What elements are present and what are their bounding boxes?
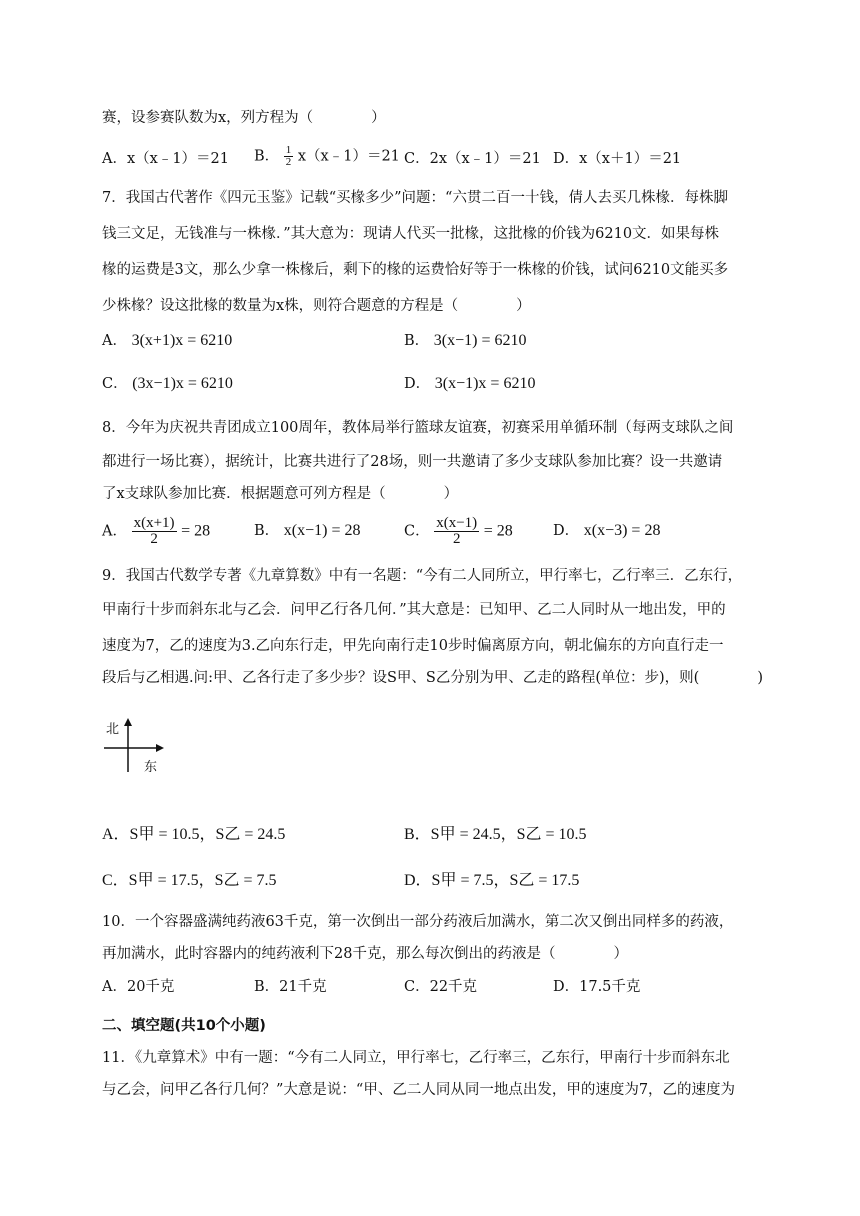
q7-line-4: 少株椽？设这批椽的数量为x株，则符合题意的方程是（ ）: [102, 298, 531, 314]
q10-option-c: C．22千克: [404, 979, 478, 995]
q8-option-c: [404, 516, 513, 547]
q8-option-b: [254, 520, 360, 542]
q10-option-b: B．21千克: [254, 979, 327, 995]
q8-option-b-expr: x(x−1) = 28: [283, 522, 361, 539]
q8-option-c-fraction: [434, 516, 479, 547]
q8-option-c-rhs: = 28: [483, 522, 513, 540]
q7-option-c-label: C．: [102, 376, 128, 392]
q8-option-c-num: x(x−1): [436, 515, 478, 531]
q10-line-2: 再加满水，此时容器内的纯药液利下28千克，那么每次倒出的药液是（ ）: [102, 946, 628, 962]
q9-option-a: A．S甲 = 10.5，S乙 = 24.5: [102, 826, 286, 843]
q8-option-d: [553, 520, 660, 542]
q9-option-c: C．S甲 = 17.5，S乙 = 7.5: [102, 872, 277, 889]
q7-option-d-expr: 3(x−1)x = 6210: [434, 375, 536, 392]
q7-option-c-expr: (3x−1)x = 6210: [132, 375, 233, 392]
q6-option-c: C．2x（x﹣1）＝21: [404, 151, 541, 167]
q9-option-b: B．S甲 = 24.5，S乙 = 10.5: [404, 826, 587, 843]
q7-option-b-label: B．: [404, 333, 430, 349]
q10-option-d: D．17.5千克: [553, 979, 641, 995]
section-title: 二、填空题(共10个小题): [102, 1018, 266, 1034]
q7-line-1: 7．我国古代著作《四元玉鉴》记载“买椽多少”问题：“六贯二百一十钱，倩人去买几株椽．每株脚: [102, 190, 728, 206]
q7-option-d-label: D．: [404, 376, 431, 392]
q8-line-1: 8．今年为庆祝共青团成立100周年，教体局举行篮球友谊赛，初赛采用单循环制（每两支球队之间: [102, 420, 734, 436]
q7-option-a-label: A．: [102, 333, 127, 349]
q9-line-3: 速度为7，乙的速度为3.乙向东行走，甲先向南行走10步时偏离原方向，朝北偏东的方向直行走一: [102, 638, 724, 654]
q8-option-c-label: C．: [404, 523, 430, 540]
q6-option-b-frac-num: 1: [285, 144, 292, 156]
q8-option-d-expr: x(x−3) = 28: [583, 522, 661, 539]
q8-option-a-label: A．: [102, 523, 127, 540]
q7-option-b-expr: 3(x−1) = 6210: [433, 332, 527, 349]
q8-option-a-rhs: = 28: [181, 522, 211, 540]
q9-line-1: 9．我国古代数学专著《九章算数》中有一名题：“今有二人同所立，甲行率七，乙行率三．乙东行，: [102, 568, 743, 584]
q7-line-2: 钱三文足，无钱准与一株椽．”其大意为：现请人代买一批椽，这批椽的价钱为6210文．如果每株: [102, 226, 720, 242]
q7-line-3: 椽的运费是3文，那么少拿一株椽后，剩下的椽的运费恰好等于一株椽的价钱，试问6210文能买多: [102, 262, 729, 278]
q8-option-a-den: 2: [150, 531, 158, 547]
q10-option-a: A．20千克: [102, 979, 175, 995]
q8-line-2: 都进行一场比赛），据统计，比赛共进行了28场，则一共邀请了多少支球队参加比赛？设一共邀请: [102, 454, 723, 470]
q8-option-a-num: x(x+1): [133, 515, 175, 531]
q7-option-d: [404, 373, 535, 395]
q6-option-b-frac-den: 2: [285, 156, 292, 168]
compass-north-label: 北: [106, 722, 120, 737]
q6-option-b-fraction: [284, 145, 294, 168]
q7-option-a-expr: 3(x+1)x = 6210: [131, 332, 233, 349]
q8-option-c-den: 2: [452, 531, 461, 547]
q6-option-b-rest: x（x﹣1）＝21: [297, 148, 400, 165]
q6-stem-tail: 赛，设参赛队数为x，列方程为（ ）: [102, 110, 386, 126]
q6-option-a: A．x（x﹣1）＝21: [102, 151, 230, 167]
q7-option-c: [102, 373, 233, 395]
q8-option-b-label: B．: [254, 523, 280, 539]
q7-option-b: [404, 330, 526, 352]
q6-option-d: D．x（x＋1）＝21: [553, 151, 682, 167]
q6-option-b: [254, 145, 400, 168]
q7-option-a: [102, 330, 232, 352]
q8-line-3: 了x支球队参加比赛．根据题意可列方程是（ ）: [102, 486, 459, 502]
q9-option-d: D．S甲 = 7.5，S乙 = 17.5: [404, 872, 580, 889]
q11-line-1: 11．《九章算术》中有一题：“今有二人同立，甲行率七，乙行率三，乙东行，甲南行十步而斜东北: [102, 1050, 730, 1066]
q8-option-a-fraction: [132, 516, 177, 547]
q10-line-1: 10．一个容器盛满纯药液63千克，第一次倒出一部分药液后加满水，第二次又倒出同样多的药液，: [102, 914, 734, 930]
q6-option-b-label: B．: [254, 148, 280, 165]
compass-diagram: [104, 716, 174, 776]
q8-option-d-label: D．: [553, 523, 580, 539]
q9-line-2: 甲南行十步而斜东北与乙会．问甲乙行各几何．”其大意是：已知甲、乙二人同时从一地出发，甲的: [102, 602, 726, 618]
q8-option-a: [102, 516, 210, 547]
q9-line-4: 段后与乙相遇.问:甲、乙各行走了多少步？设S甲、S乙分别为甲、乙走的路程(单位：步)，则( ): [102, 670, 763, 686]
compass-east-label: 东: [144, 760, 158, 775]
q11-line-2: 与乙会，问甲乙各行几何？”大意是说：“甲、乙二人同从同一地点出发，甲的速度为7，乙的速度为: [102, 1082, 736, 1098]
